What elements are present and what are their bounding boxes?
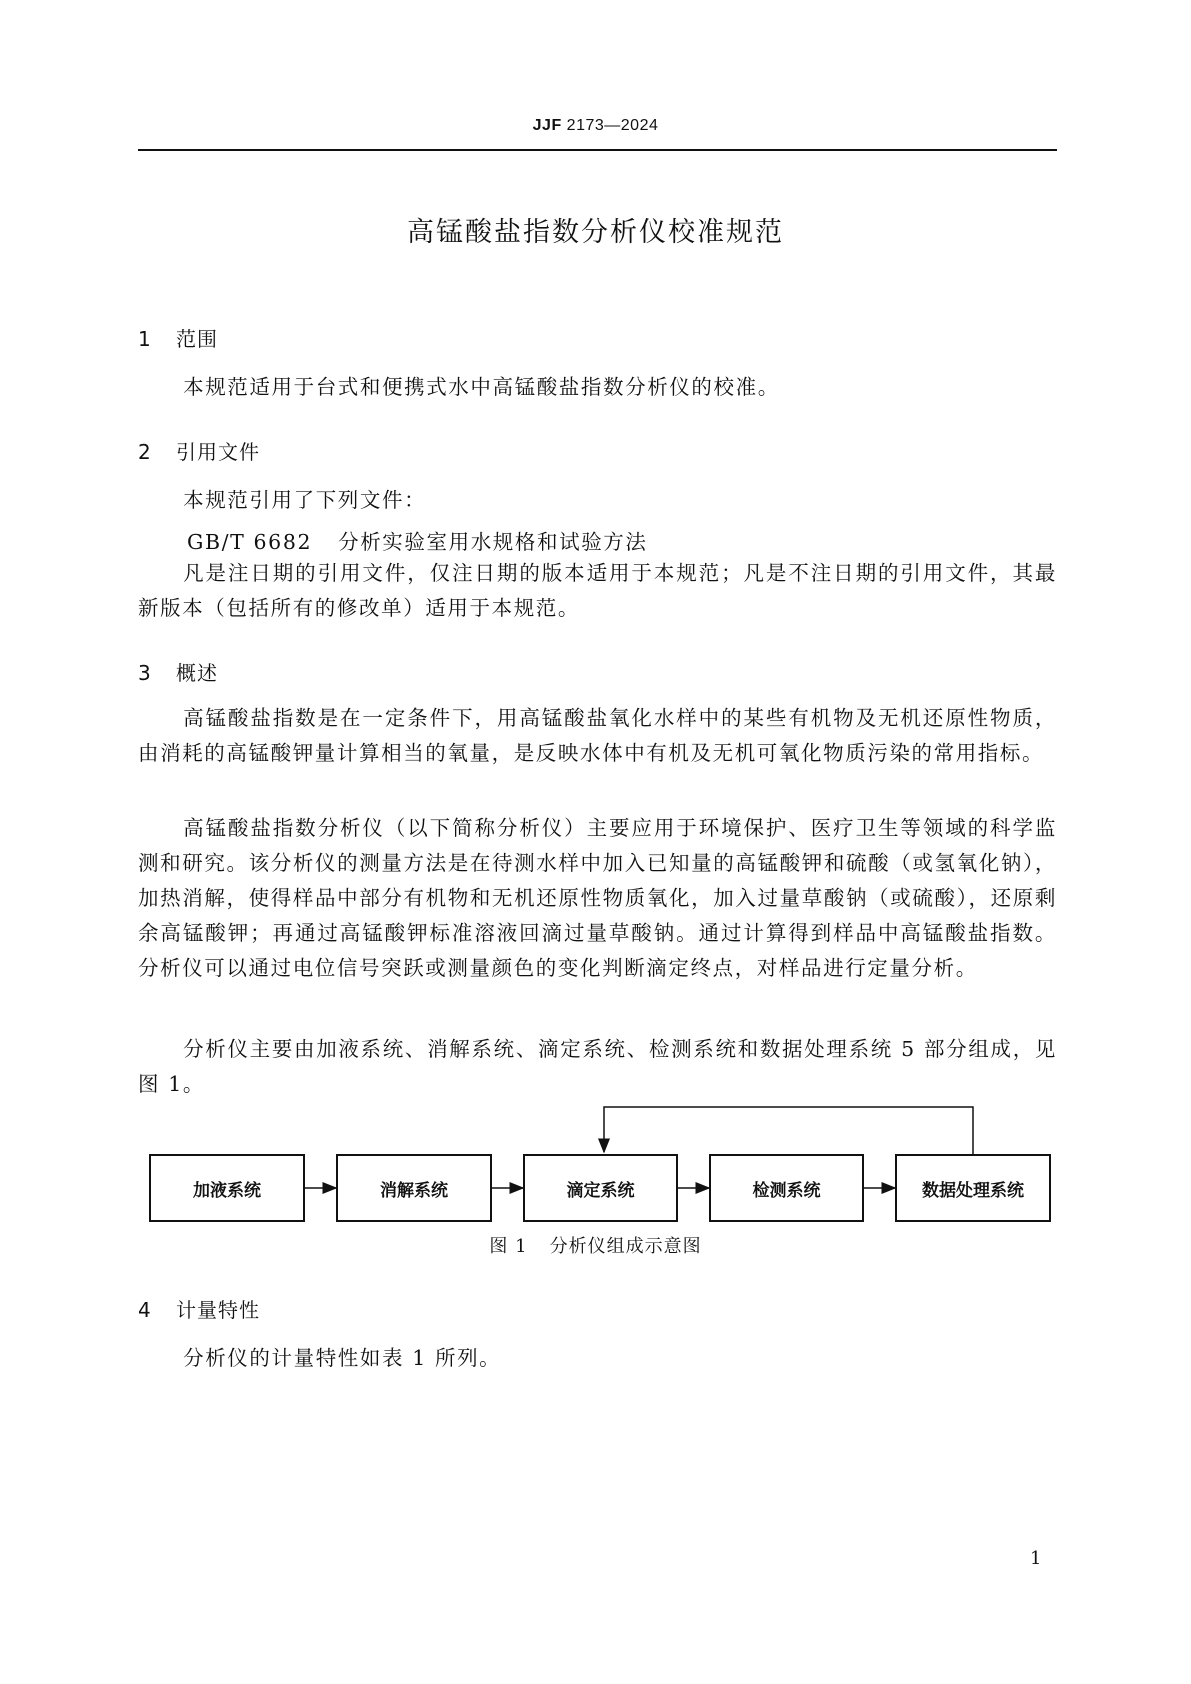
section-number: 3 xyxy=(138,661,152,685)
s1-paragraph-1: 本规范适用于台式和便携式水中高锰酸盐指数分析仪的校准。 xyxy=(183,375,780,399)
s3-paragraph-3: 分析仪主要由加液系统、消解系统、滴定系统、检测系统和数据处理系统 5 部分组成，见图 1。 xyxy=(138,1037,1057,1096)
section-number: 1 xyxy=(138,327,152,351)
header-code: 2173—2024 xyxy=(566,117,659,134)
figure-caption xyxy=(0,1232,1191,1258)
s4-paragraph-1: 分析仪的计量特性如表 1 所列。 xyxy=(183,1346,502,1370)
section-number: 2 xyxy=(138,440,152,464)
s2-paragraph-2: 凡是注日期的引用文件，仅注日期的版本适用于本规范；凡是不注日期的引用文件，其最新版本（包括所有的修改单）适用于本规范。 xyxy=(138,561,1057,620)
page-number: 1 xyxy=(1030,1548,1042,1569)
reference-title: 分析实验室用水规格和试验方法 xyxy=(338,530,648,554)
figure-box-dosing: 加液系统 xyxy=(149,1154,305,1222)
section-4-heading xyxy=(138,1294,260,1323)
feedback-arrow xyxy=(604,1107,973,1154)
figure-caption-number: 图 1 xyxy=(489,1236,528,1257)
section-number: 4 xyxy=(138,1298,152,1322)
s3-paragraph-1: 高锰酸盐指数是在一定条件下，用高锰酸盐氧化水样中的某些有机物及无机还原性物质，由消耗的高锰酸钾量计算相当的氧量，是反映水体中有机及无机可氧化物质污染的常用指标。 xyxy=(138,706,1057,765)
figure-box-data-processing: 数据处理系统 xyxy=(895,1154,1051,1222)
header-prefix: JJF xyxy=(532,117,562,134)
figure-caption-text: 分析仪组成示意图 xyxy=(549,1236,702,1257)
document-title: 高锰酸盐指数分析仪校准规范 xyxy=(407,217,784,248)
figure-box-titration: 滴定系统 xyxy=(523,1154,678,1222)
s3-paragraph-2: 高锰酸盐指数分析仪（以下简称分析仪）主要应用于环境保护、医疗卫生等领域的科学监测和研究。该分析仪的测量方法是在待测水样中加入已知量的高锰酸钾和硫酸（或氢氧化钠），加热消解，使得样品中部分有机物和无机还原性物质氧化，加入过量草酸钠（或硫酸），还原剩余高锰酸钾；再通过高锰酸钾标准溶液回滴过量草酸钠。通过计算得到样品中高锰酸盐指数。分析仪可以通过电位信号突跃或测量颜色的变化判断滴定终点，对样品进行定量分析。 xyxy=(138,816,1057,980)
section-title: 概述 xyxy=(176,661,218,685)
section-title: 范围 xyxy=(176,327,218,351)
section-title: 引用文件 xyxy=(176,440,260,464)
section-title: 计量特性 xyxy=(176,1298,260,1322)
figure-box-digestion: 消解系统 xyxy=(336,1154,492,1222)
reference-code: GB/T 6682 xyxy=(187,530,313,554)
figure-box-detection: 检测系统 xyxy=(709,1154,864,1222)
s2-paragraph-1: 本规范引用了下列文件： xyxy=(183,488,427,512)
